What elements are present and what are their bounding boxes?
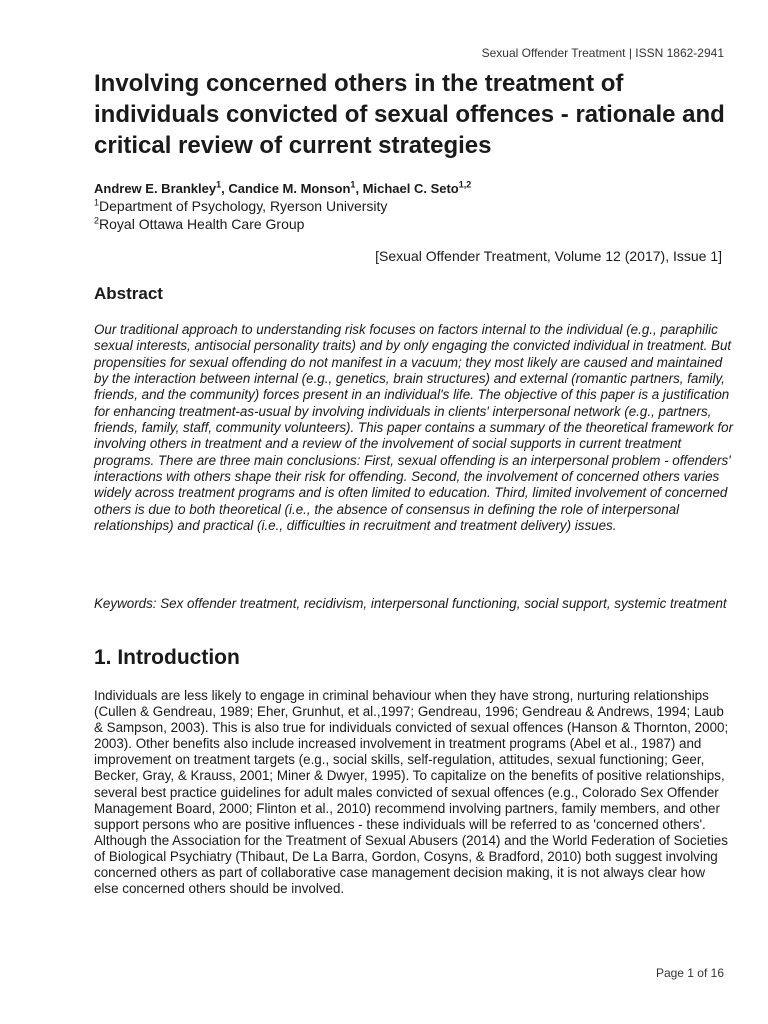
affiliation-text: Department of Psychology, Ryerson University bbox=[99, 198, 388, 214]
affiliation-text: Royal Ottawa Health Care Group bbox=[99, 216, 305, 232]
author-name: Michael C. Seto bbox=[362, 181, 459, 196]
author-affiliation-mark: 1,2 bbox=[458, 179, 472, 190]
keywords: Keywords: Sex offender treatment, recidivism, interpersonal functioning, social support, systemic treatment bbox=[94, 596, 727, 611]
author-affiliation-mark: 1 bbox=[216, 179, 222, 190]
abstract-body: Our traditional approach to understanding risk focuses on factors internal to the individual (e.g., paraphilic sexual interests, antisocial personality traits) and by only engaging the convicted individual in treatment. But propensities for sexual offending do not manifest in a vacuum; they most likely are caused and maintained by the interaction between internal (e.g., genetics, brain structures) and external (romantic partners, family, friends, and the community) forces present in an individual's life. The objective of this paper is a justification for enhancing treatment-as-usual by involving individuals in clients' interpersonal network (e.g., partners, friends, family, staff, community volunteers). This paper contains a summary of the theoretical framework for involving others in treatment and a review of the involvement of social supports in current treatment programs. There are three main conclusions: First, sexual offending is an interpersonal problem - offenders' interactions with others shape their risk for offending. Second, the involvement of concerned others varies widely across treatment programs and is often limited to education. Third, limited involvement of concerned others is due to both theoretical (i.e., the absence of consensus in defining the role of interpersonal relationships) and practical (i.e., difficulties in recruitment and treatment delivery) issues. bbox=[94, 322, 734, 534]
affiliation bbox=[94, 215, 304, 233]
affiliation-number: 1 bbox=[94, 197, 100, 208]
page-number: Page 1 of 16 bbox=[655, 966, 724, 980]
author-name: Candice M. Monson bbox=[228, 181, 351, 196]
section-heading-introduction: 1. Introduction bbox=[94, 646, 240, 669]
author-name: Andrew E. Brankley bbox=[94, 181, 217, 196]
author-list bbox=[94, 180, 471, 198]
running-header: Sexual Offender Treatment | ISSN 1862-2941 bbox=[481, 46, 724, 60]
article-title: Involving concerned others in the treatment of individuals convicted of sexual offences - rationale and critical review of current strategies bbox=[94, 70, 725, 159]
citation-line: [Sexual Offender Treatment, Volume 12 (2017), Issue 1] bbox=[375, 248, 722, 264]
affiliation-number: 2 bbox=[94, 215, 100, 226]
author-separator: , bbox=[221, 181, 229, 196]
affiliation bbox=[94, 197, 387, 215]
abstract-heading: Abstract bbox=[94, 284, 163, 303]
author-separator: , bbox=[355, 181, 363, 196]
author-affiliation-mark: 1 bbox=[350, 179, 356, 190]
introduction-body: Individuals are less likely to engage in criminal behaviour when they have strong, nurturing relationships (Cullen & Gendreau, 1989; Eher, Grunhut, et al.,1997; Gendreau, 1996; Gendreau & Andrews, 1994; Laub & Sampson, 2003). This is also true for individuals convicted of sexual offences (Hanson & Thornton, 2000; 2003). Other benefits also include increased involvement in treatment programs (Abel et al., 1987) and improvement on treatment targets (e.g., social skills, self-regulation, attitudes, sexual functioning; Geer, Becker, Gray, & Krauss, 2001; Miner & Dwyer, 1995). To capitalize on the benefits of positive relationships, several best practice guidelines for adult males convicted of sexual offences (e.g., Colorado Sex Offender Management Board, 2000; Flinton et al., 2010) recommend involving partners, family members, and other support persons who are positive influences - these individuals will be referred to as 'concerned others'. Although the Association for the Treatment of Sexual Abusers (2014) and the World Federation of Societies of Biological Psychiatry (Thibaut, De La Barra, Gordon, Cosyns, & Bradford, 2010) both suggest involving concerned others as part of collaborative case management decision making, it is not always clear how else concerned others should be involved. bbox=[94, 688, 729, 897]
